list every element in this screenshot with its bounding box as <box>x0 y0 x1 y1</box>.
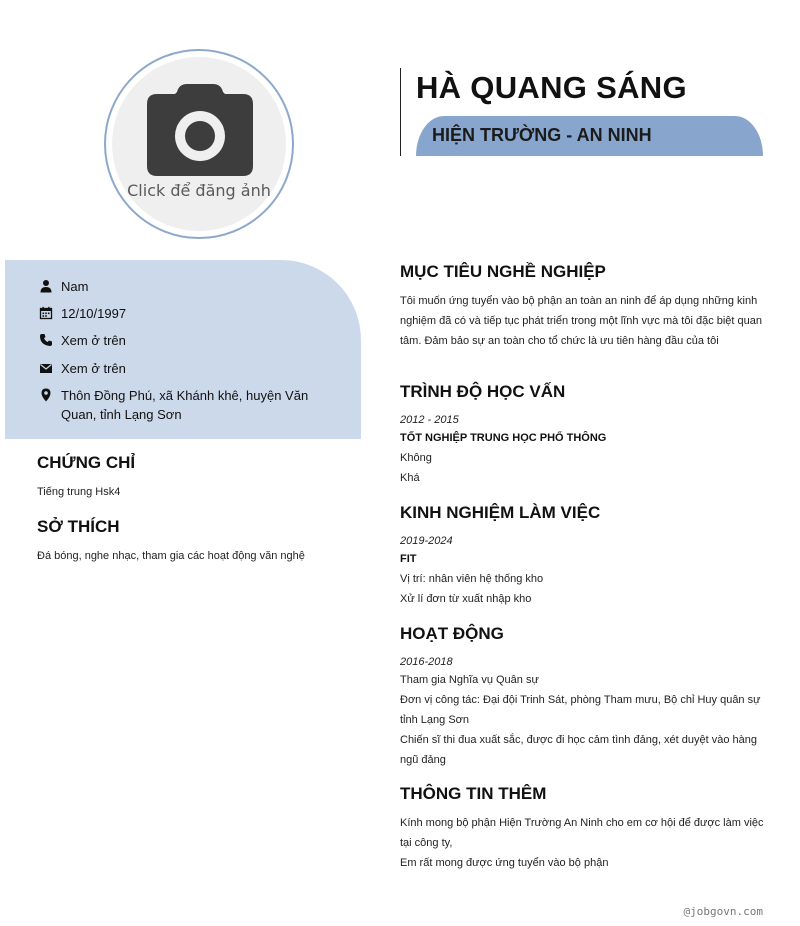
name-divider <box>400 68 401 156</box>
education-major: Không <box>400 452 432 464</box>
candidate-name: HÀ QUANG SÁNG <box>416 70 687 105</box>
email-text: Xem ở trên <box>61 361 126 376</box>
experience-heading: KINH NGHIỆM LÀM VIỆC <box>400 503 601 522</box>
objective-text: Tôi muốn ứng tuyển vào bộ phận an toàn an ninh để áp dụng những kinh nghiệm đã có và tiếp tục phát triển trong một lĩnh vực mà tôi đặc biệt quan tâm. Đảm bảo sự an toàn cho tổ chức là ưu tiên hàng đầu của tôi <box>400 295 763 347</box>
additional-heading: THÔNG TIN THÊM <box>400 784 547 803</box>
avatar[interactable] <box>104 49 294 239</box>
location-pin-icon <box>39 388 53 402</box>
position-banner <box>416 116 763 156</box>
phone-icon <box>39 333 53 347</box>
certificate-item: Tiếng trung Hsk4 <box>37 486 121 498</box>
activities-line-1: Tham gia Nghĩa vụ Quân sự <box>400 674 539 686</box>
contact-phone <box>39 331 311 350</box>
education-grade: Khá <box>400 472 420 484</box>
camera-icon <box>147 82 253 176</box>
contact-email <box>39 359 311 378</box>
email-icon <box>39 361 53 375</box>
additional-line-2: Em rất mong được ứng tuyển vào bộ phận <box>400 857 609 869</box>
activities-period: 2016-2018 <box>400 656 453 668</box>
activities-heading: HOẠT ĐỘNG <box>400 624 504 643</box>
avatar-placeholder[interactable] <box>112 57 286 231</box>
avatar-caption: Click để đăng ảnh <box>127 181 271 200</box>
activities-line-3: Chiến sĩ thi đua xuất sắc, được đi học cảm tình đảng, xét duyệt vào hàng ngũ đảng <box>400 734 758 766</box>
education-heading: TRÌNH ĐỘ HỌC VẤN <box>400 382 566 401</box>
contact-gender <box>39 277 311 296</box>
experience-company: FIT <box>400 553 417 565</box>
experience-period: 2019-2024 <box>400 535 453 547</box>
watermark: @jobgovn.com <box>683 905 763 918</box>
address-text: Thôn Đồng Phú, xã Khánh khê, huyện Văn Quan, tỉnh Lạng Sơn <box>61 388 309 422</box>
activities-line-2: Đơn vị công tác: Đại đội Trinh Sát, phòng Tham mưu, Bộ chỉ Huy quân sự tỉnh Lạng Sơn <box>400 694 761 726</box>
education-school: TỐT NGHIỆP TRUNG HỌC PHỔ THÔNG <box>400 432 607 444</box>
position-title: HIỆN TRƯỜNG - AN NINH <box>432 125 652 145</box>
contact-panel <box>5 260 361 439</box>
certificates-heading: CHỨNG CHỈ <box>37 453 136 472</box>
hobbies-text: Đá bóng, nghe nhạc, tham gia các hoạt động văn nghệ <box>37 550 305 562</box>
contact-address <box>39 386 311 424</box>
education-period: 2012 - 2015 <box>400 414 459 426</box>
calendar-icon <box>39 306 53 320</box>
objective-heading: MỤC TIÊU NGHỀ NGHIỆP <box>400 262 606 281</box>
hobbies-heading: SỞ THÍCH <box>37 517 120 536</box>
person-icon <box>39 279 53 293</box>
gender-text: Nam <box>61 279 89 294</box>
experience-role: Vị trí: nhân viên hệ thống kho <box>400 573 544 585</box>
birthday-text: 12/10/1997 <box>61 306 127 321</box>
contact-birthday <box>39 304 311 323</box>
additional-line-1: Kính mong bộ phận Hiện Trường An Ninh cho em cơ hội để được làm việc tại công ty, <box>400 817 764 849</box>
phone-text: Xem ở trên <box>61 333 126 348</box>
experience-task: Xử lí đơn từ xuất nhập kho <box>400 593 532 605</box>
